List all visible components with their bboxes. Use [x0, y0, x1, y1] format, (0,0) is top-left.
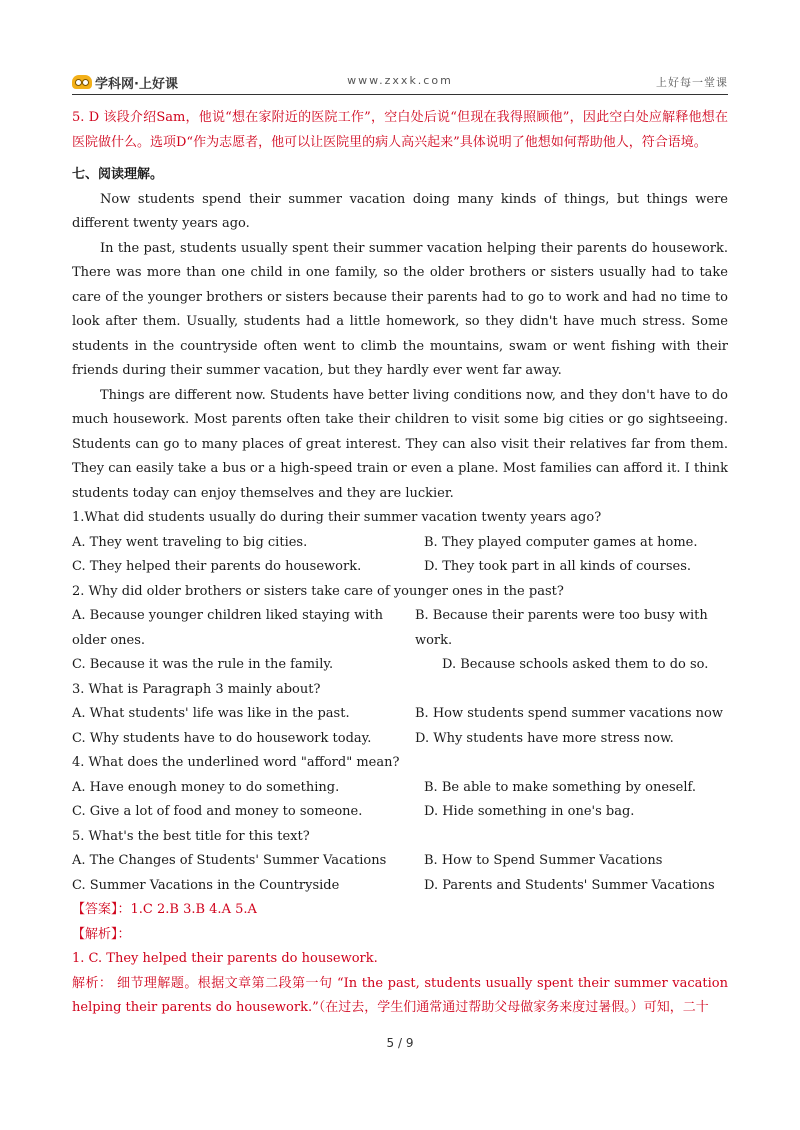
option-d: D. They took part in all kinds of courses. [424, 559, 691, 574]
prev-explanation: 5. D 该段介绍Sam，他说“想在家附近的医院工作”，空白处后说“但现在我得照顾他”，因此空白处应解释他想在医院做什么。选项D“作为志愿者，他可以让医院里的病人高兴起来”具体说明了他想如何帮助他人，符合语境。 [72, 110, 728, 150]
question-text: 4. What does the underlined word "afford" mean? [72, 755, 400, 770]
question-2 [72, 580, 728, 678]
question-text: 1.What did students usually do during their summer vacation twenty years ago? [72, 510, 602, 525]
option-row [72, 702, 728, 727]
option-a: A. What students' life was like in the past. [72, 706, 350, 721]
option-row [72, 653, 728, 678]
option-row [72, 776, 728, 801]
option-c: C. Why students have to do housework today. [72, 730, 372, 746]
logo-text: 学科网·上好课 [95, 76, 178, 92]
page-header [72, 70, 728, 95]
analysis-text-1: 解析： 细节理解题。根据文章第二段第一句 “In the past, students usually spent their summer vacation helping their parents do housework.”（在过去，学生们通常通过帮助父母做家务来度过暑假。）可知，二十 [72, 975, 728, 1015]
option-row [72, 849, 728, 874]
question-4 [72, 751, 728, 825]
question-text: 5. What's the best title for this text? [72, 828, 310, 844]
option-d: D. Because schools asked them to do so. [442, 657, 709, 672]
option-a: A. Because younger children liked staying with older ones. [72, 608, 383, 648]
passage-paragraph-2: In the past, students usually spent their summer vacation helping their parents do housework. There was more than one child in one family, so the older brothers or sisters usually had to take care of the younger brothers or sisters because their parents had to go to work and had no time to look after them. Usually, students had a little homework, so they didn't have much stress. Some students in the countryside often went to climb the mountains, swam or went fishing with their friends during their summer vacation, but they hardly ever went far away. [72, 240, 728, 378]
option-a: A. The Changes of Students' Summer Vacations [72, 853, 387, 868]
analysis-label: 【解析】： [72, 926, 131, 942]
site-url: www.zxxk.com [347, 74, 453, 87]
page-content [72, 106, 728, 1021]
option-row [72, 727, 728, 752]
question-text: 3. What is Paragraph 3 mainly about? [72, 681, 321, 697]
question-1 [72, 506, 728, 580]
option-d: D. Hide something in one's bag. [424, 804, 635, 819]
option-b: B. Because their parents were too busy with work. [414, 608, 708, 648]
page-number: 5 / 9 [386, 1036, 414, 1050]
option-b: B. How students spend summer vacations now [415, 706, 724, 721]
option-c: C. They helped their parents do housework. [72, 559, 362, 574]
option-row [72, 531, 728, 556]
section-title: 七、阅读理解。 [72, 167, 164, 182]
question-3 [72, 678, 728, 752]
answer-line: 【答案】：1.C 2.B 3.B 4.A 5.A [72, 902, 257, 917]
analysis-item-1: 1. C. They helped their parents do housework. [72, 951, 378, 966]
option-row [72, 555, 728, 580]
option-c: C. Summer Vacations in the Countryside [72, 877, 340, 893]
passage-paragraph-3: Things are different now. Students have better living conditions now, and they don't have to do much housework. Most parents often take their children to visit some big cities or go sightseeing. Students can go to many places of great interest. They can also visit their relatives far from them. They can easily take a bus or a high-speed train or even a plane. Most families can afford it. I think students today can enjoy themselves and they are luckier. [72, 387, 728, 501]
option-a: A. Have enough money to do something. [72, 779, 340, 795]
option-b: B. How to Spend Summer Vacations [424, 853, 663, 868]
question-text: 2. Why did older brothers or sisters take care of younger ones in the past? [72, 583, 564, 599]
option-c: C. Because it was the rule in the family. [72, 657, 334, 672]
option-b: B. They played computer games at home. [424, 534, 698, 550]
option-a: A. They went traveling to big cities. [72, 534, 308, 550]
option-b: B. Be able to make something by oneself. [424, 779, 697, 795]
option-row [72, 604, 728, 653]
option-row [72, 800, 728, 825]
option-d: D. Why students have more stress now. [415, 730, 674, 746]
option-d: D. Parents and Students' Summer Vacations [424, 877, 715, 893]
option-row [72, 874, 728, 899]
passage-paragraph-1: Now students spend their summer vacation doing many kinds of things, but things were different twenty years ago. [72, 191, 728, 231]
header-slogan: 上好每一堂课 [656, 76, 728, 89]
question-5 [72, 825, 728, 899]
option-c: C. Give a lot of food and money to someone. [72, 804, 363, 819]
